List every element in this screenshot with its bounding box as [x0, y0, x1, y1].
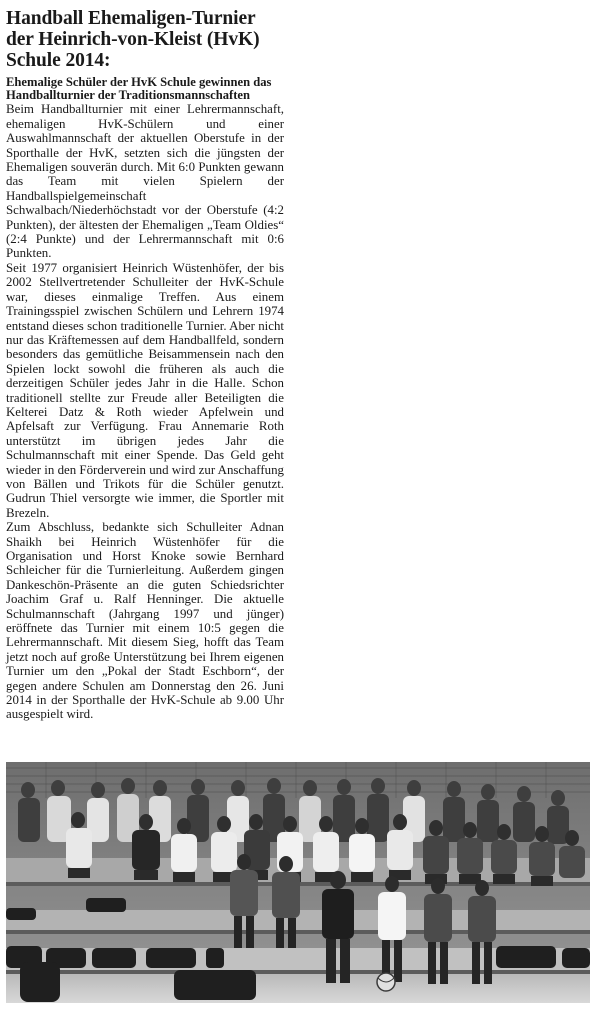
team-photo — [6, 762, 590, 1003]
article-headline: Handball Ehemaligen-Turnier der Heinrich-von-Kleist (HvK) Schule 2014: — [6, 8, 260, 71]
article-paragraph-1: Beim Handballturnier mit einer Lehrermannschaft, ehemaligen HvK-Schülern und einer Auswahlmannschaft der aktuellen Oberstufe in der Sporthalle der HvK, setzten sich die jüngsten der Ehemaligen souverän durch. Mit 6:0 Punkten gewann das Team mit vielen Spielern der Handballspielgemeinschaft Schwalbach/Niederhöchstadt vor der Oberstufe (4:2 Punkten), der ältesten der Ehemaligen „Team Oldies“ (2:4 Punkte) und der Lehrermannschaft mit 0:6 Punkten. — [6, 102, 284, 261]
article-paragraph-2: Seit 1977 organisiert Heinrich Wüstenhöfer, der bis 2002 Stellvertretender Schulleiter der HvK-Schule war, dieses einmalige Treffen. Aus einem Trainingsspiel zwischen Schülern und Lehrern 1974 entstand dieses schon traditionelle Turnier. Aber nicht nur das Kräftemessen auf dem Handballfeld, sondern besonders das gemütliche Beisammensein nach den Spielen lockt sowohl die früheren als auch die derzeitigen Schüler jedes Jahr in die Halle. Schon traditionell stellte zur Freude aller Beteiligten die Kelterei Datz & Roth wieder Apfelwein und Apfelsaft zur Verfügung. Frau Annemarie Roth unterstützt im übrigen jedes Jahr die Schulmannschaft mit einer Spende. Das Geld geht wieder in den Förderverein und wird zur Anschaffung von Bällen und Trikots für die Schüler genutzt. Gudrun Thiel versorgte wie immer, die Sportler mit Brezeln. — [6, 260, 284, 520]
article-subheadline: Ehemalige Schüler der HvK Schule gewinnen das Handballturnier der Traditionsmannschaften — [6, 75, 272, 103]
team-photo-illustration — [6, 762, 590, 1003]
article-paragraph-3: Zum Abschluss, bedankte sich Schulleiter Adnan Shaikh bei Heinrich Wüstenhöfer für die Organisation und Horst Knoke sowie Bernhard Schleicher für die Turnierleitung. Außerdem gingen Dankeschön-Präsente an die guten Schiedsrichter Joachim Graf u. Ralf Henninger. Die aktuelle Schulmannschaft (Jahrgang 1997 und jünger) eröffnete das Turnier mit einem 10:5 gegen die Lehrermannschaft. Mit diesem Sieg, hofft das Team jetzt noch auf große Unterstützung bei Ihrem eigenen Turnier um den „Pokal der Stadt Eschborn“, der gegen andere Schulen am Donnerstag den 26. Juni 2014 in der Sporthalle der HvK-Schule ab 9.00 Uhr ausgespielt wird. — [6, 520, 284, 722]
article-column — [6, 8, 284, 722]
